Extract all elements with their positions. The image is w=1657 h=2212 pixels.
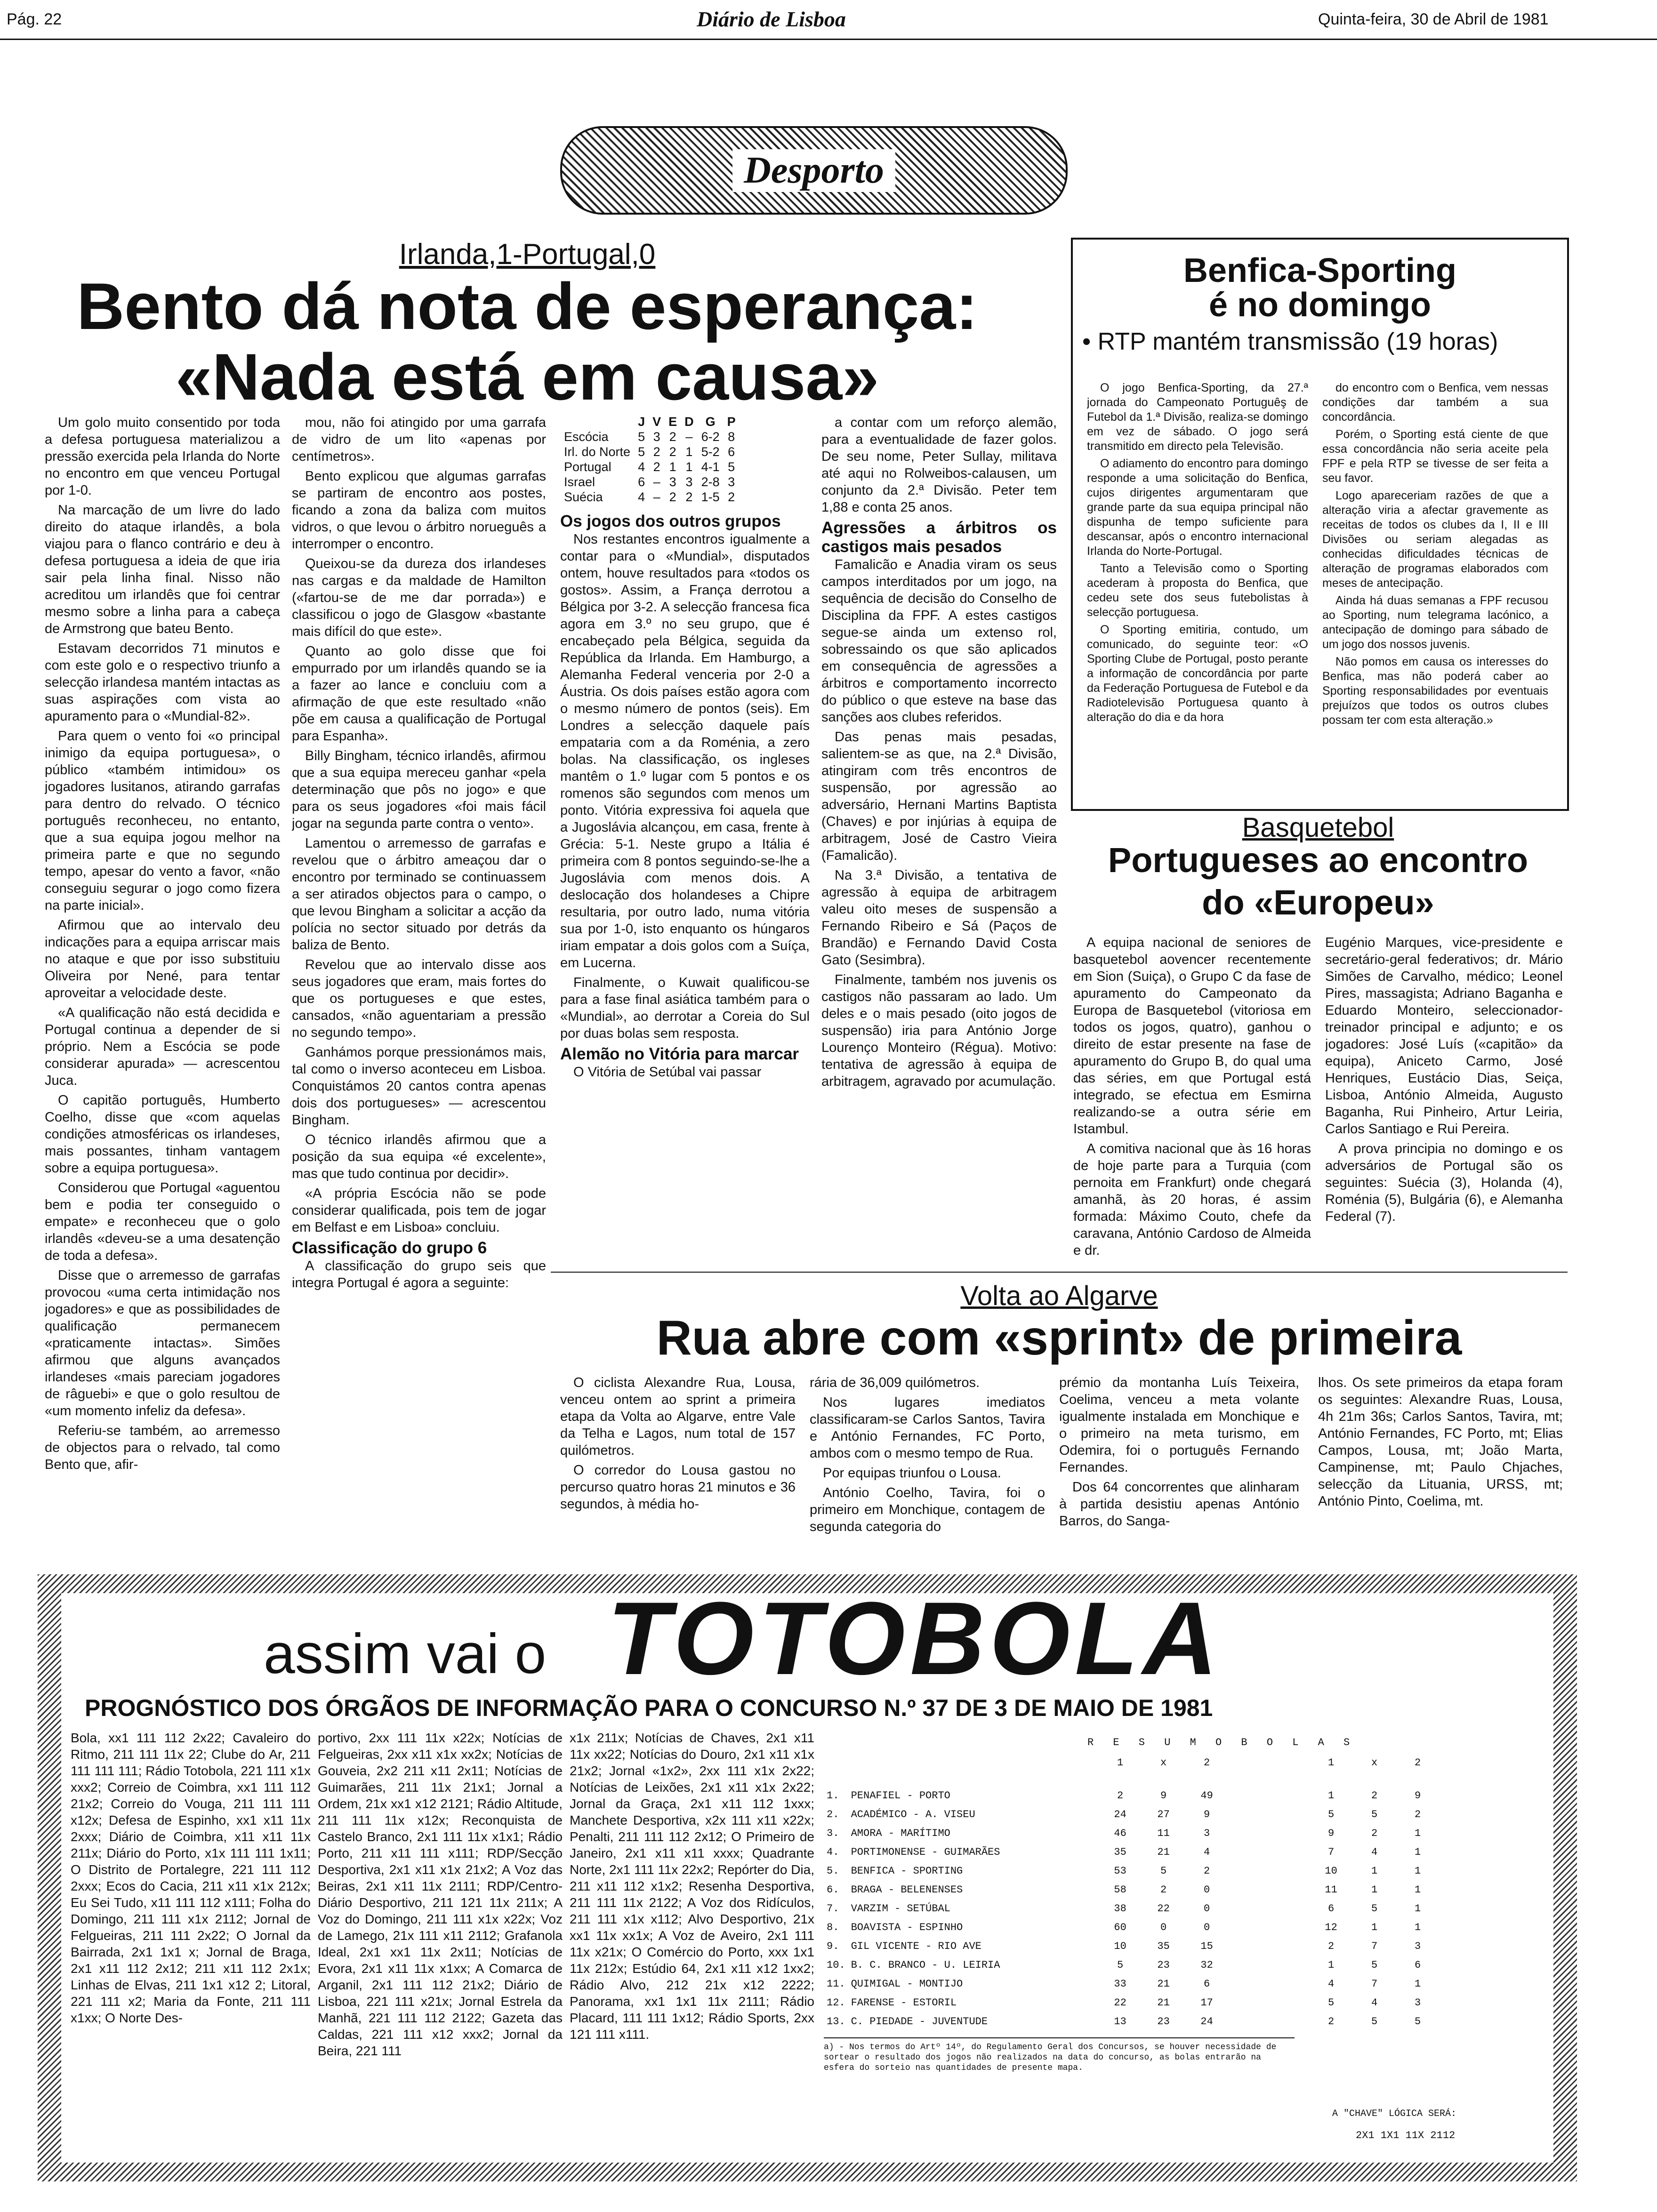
paragraph: A prova principia no domingo e os adversários de Portugal são os seguintes: Suécia (3), Holanda (4), Roménia (5), Bulgária (6), e Alemanha Federal (7). (1325, 1141, 1563, 1224)
section-title: Desporto (732, 149, 895, 192)
paragraph: prémio da montanha Luís Teixeira, Coelima, venceu a meta volante igualmente instalada em Monchique e o primeiro na meta turismo, em Odemira, foi o português Fernando Fernandes. (1059, 1375, 1299, 1475)
paragraph: Billy Bingham, técnico irlandês, afirmou que a sua equipa mereceu ganhar «pela determinação que pôs no jogo» e que para os seus jogadores «foi mais fácil jogar na segunda parte contra o vento». (292, 748, 546, 831)
standings-row: Israel 6 – 3 3 2-8 3 (564, 475, 735, 489)
subhead-classificacao: Classificação do grupo 6 (292, 1239, 487, 1257)
paragraph: rária de 36,009 quilómetros. (810, 1375, 980, 1390)
benfica-headline-2: é no domingo (1209, 286, 1431, 324)
header-rule (0, 39, 1657, 40)
resumo-subheader: 1 x 2 1 x 2 (1117, 1756, 1421, 1769)
paragraph: O técnico irlandês afirmou que a posição da sua equipa «é excelente», mas que tudo continua por decidir». (292, 1132, 546, 1181)
totobola-pre: assim vai o (264, 1622, 547, 1685)
subhead-outros-grupos: Os jogos dos outros grupos (560, 512, 781, 530)
paragraph: Um golo muito consentido por toda a defesa portuguesa materializou a pressão exercida pela Irlanda do Norte no encontro em que venceu Portugal por 1-0. (45, 415, 280, 498)
algarve-column-2 (810, 1374, 1045, 1563)
algarve-column-3 (1059, 1374, 1299, 1563)
standings-row: Portugal 4 2 1 1 4-1 5 (564, 460, 735, 474)
paragraph: Quanto ao golo disse que foi empurrado por um irlandês quando se ia a fazer ao lance e concluiu com a afirmação de que este resultado «não põe em causa a qualificação de Portugal para Espanha». (292, 644, 546, 744)
paragraph: Logo apareceriam razões de que a alteração viria a afectar gravemente as receitas de todos os clubes da I, II e III Divisões ou seriam alegadas as conhecidas dificuldades técnicas de alteração de programas elaborados com meses de antecipação. (1322, 489, 1548, 590)
main-headline-2: «Nada está em causa» (175, 340, 879, 414)
paragraph: Na marcação de um livre do lado direito do ataque irlandês, a bola viajou para o flanco contrário e deu à defesa portuguesa a ideia de que iria sair pela linha final. Nisso não acreditou um irlandês que foi centrar mesmo sobre a linha para a cabeça de Armstrong que bateu Bento. (45, 503, 280, 636)
match-row: 6. BRAGA - BELENENSES 58 2 0 11 1 1 (827, 1883, 1421, 1896)
standings-row: Escócia 5 3 2 – 6-2 8 (564, 430, 735, 444)
paragraph: Referiu-se também, ao arremesso de objectos para o relvado, tal como Bento que, afir- (45, 1423, 280, 1472)
resumo-panel (824, 1737, 1558, 2151)
algarve-headline: Rua abre com «sprint» de primeira (656, 1311, 1462, 1365)
paragraph: Afirmou que ao intervalo deu indicações para a equipa arriscar mais no ataque e que por isso substituiu Oliveira por Nené, para tentar aproveitar a velocidade deste. (45, 918, 280, 1001)
resumo-footnote: a) - Nos termos do Artº 14º, do Regulamento Geral dos Concursos, se houver necessidade de sortear o resultado dos jogos não realizados na data do concurso, as bolas entrarão na esfera do sorteio nas quantidades de presente mapa. (824, 2037, 1295, 2073)
benfica-headline-1: Benfica-Sporting (1183, 252, 1456, 289)
standings-row: Irl. do Norte 5 2 2 1 5-2 6 (564, 445, 735, 459)
paragraph: O Vitória de Setúbal vai passar (573, 1065, 762, 1080)
chave-value: 2X1 1X1 11X 2112 (1356, 2130, 1456, 2141)
standings-row: Suécia 4 – 2 2 1-5 2 (564, 490, 735, 504)
paragraph: Por equipas triunfou o Lousa. (823, 1466, 1001, 1481)
paragraph: Finalmente, o Kuwait qualificou-se para a fase final asiática também para o «Mundial», ao derrotar a Coreia do Sul por duas bolas sem resposta. (560, 975, 810, 1041)
basket-column-2 (1325, 934, 1563, 1264)
match-row: 1. PENAFIEL - PORTO 2 9 49 1 2 9 (827, 1789, 1421, 1802)
paragraph: Revelou que ao intervalo disse aos seus jogadores que eram, mais fortes do que os portugueses e que estes, cansados, «não aguentariam a pressão no segundo tempo». (292, 957, 546, 1040)
page-number: Pág. 22 (7, 10, 62, 28)
paragraph: mou, não foi atingido por uma garrafa de vidro de um lito «apenas por centímetros». (292, 415, 546, 464)
totobola-subtitle: PROGNÓSTICO DOS ÓRGÃOS DE INFORMAÇÃO PARA O CONCURSO N.º 37 DE 3 DE MAIO DE 1981 (85, 1695, 1213, 1721)
paragraph: Ainda há duas semanas a FPF recusou ao Sporting, num telegrama lacónico, a antecipação de domingo para sábado de um jogo dos nossos juvenis. (1322, 594, 1548, 651)
basket-headline-2: do «Europeu» (1202, 883, 1434, 922)
subhead-agressoes: Agressões a árbitros os castigos mais pesados (821, 519, 1057, 556)
paragraph: A classificação do grupo seis que integra Portugal é agora a seguinte: (292, 1258, 546, 1290)
standings-header: V (652, 415, 661, 429)
benfica-column-1 (1087, 381, 1308, 795)
paragraph: A comitiva nacional que às 16 horas de hoje parte para a Turquia (com pernoita em Frankfurt) onde chegará amanhã, às 20 horas, é assim formada: Máximo Couto, chefe da caravana, António Cardoso de Almeida e dr. (1073, 1141, 1311, 1258)
basket-column-1 (1073, 934, 1311, 1264)
paragraph: Para quem o vento foi «o principal inimigo da equipa portuguesa», o público «também intimidou» os jogadores lusitanos, atirando garrafas para dentro do relvado. O técnico português reconheceu, no entanto, que a sua equipa jogou melhor na primeira parte e que no segundo tempo, apesar do vento a favor, «não conseguiu segurar o jogo como fizera na parte inicial». (45, 729, 280, 913)
algarve-rule (551, 1272, 1568, 1273)
prognostico-column-1: Bola, xx1 111 112 2x22; Cavaleiro do Ritmo, 211 111 11x 22; Clube do Ar, 211 111 111 111; Rádio Totobola, 221 111 x1x xxx2; Correio de Coimbra, xx1 111 112 21x2; Correio do Vouga, 211 111 111 x12x; Defesa de Espinho, xx1 x11 11x 2xxx; Diário de Coimbra, x11 x11 11x 211x; Diário do Porto, x1x 111 111 1x11; O Distrito de Portalegre, 221 111 112 2xxx; Ecos do Cacia, 211 x11 x1x 212x; Eu Sei Tudo, x11 111 112 x111; Folha do Domingo, 211 111 x1x 2112; Jornal de Felgueiras, 211 111 2x22; O Jornal da Bairrada, 2x1 1x1 x; Jornal de Braga, 2x1 x11 112 2x12; 211 x11 112 2x1x; Linhas de Elvas, 211 1x1 x12 2; Litoral, 221 111 x2; Maria da Fonte, 211 111 x1xx; O Norte Des- (71, 1731, 311, 2025)
standings-header: J (638, 415, 645, 429)
match-row: 12. FARENSE - ESTORIL 22 21 17 5 4 3 (827, 1996, 1421, 2009)
match-row: 3. AMORA - MARÍTIMO 46 11 3 9 2 1 (827, 1827, 1421, 1839)
paragraph: Lamentou o arremesso de garrafas e revelou que o árbitro ameaçou dar o encontro por terminado se continuassem a ser atirados objectos para o campo, o que levou Bingham a solicitar a acção da polícia no sector situado por detrás da baliza de Bento. (292, 836, 546, 953)
main-column-4 (821, 414, 1057, 1271)
paragraph: Na 3.ª Divisão, a tentativa de agressão à equipa de arbitragem valeu oito meses de suspensão a Fernando Ribeiro e Sá (Paços de Brandão) e Fernando David Costa Gato (Sesimbra). (821, 868, 1057, 968)
basket-kicker: Basquetebol (1242, 812, 1394, 843)
algarve-kicker: Volta ao Algarve (960, 1281, 1158, 1311)
paragraph: O adiamento do encontro para domingo responde a uma solicitação do Benfica, cujos dirigentes argumentaram que grande parte da sua equipa principal não dispunha de tempo suficiente para descansar, após o encontro internacional Irlanda do Norte-Portugal. (1087, 457, 1308, 558)
section-banner (560, 126, 1068, 215)
benfica-subhead: • RTP mantém transmissão (19 horas) (1082, 328, 1498, 355)
paragraph: Eugénio Marques, vice-presidente e secretário-geral federativos; dr. Mário Simões de Carvalho, médico; Leonel Pires, massagista; Adriano Baganha e Eduardo Monteiro, seleccionador-treinador principal e adjunto; e os jogadores: José Luís («capitão» da equipa), Aniceto Carmo, José Henriques, Eustácio Dias, Seiça, Lisboa, António Almeida, Augusto Baganha, Rui Pinheiro, Artur Leiria, Carlos Santiago e Rui Pereira. (1325, 935, 1563, 1137)
paragraph: Disse que o arremesso de garrafas provocou «uma certa intimidação nos jogadores» e que as possibilidades de qualificação permanecem «praticamente intactas». Simões afirmou que alguns avançados irlandeses «mais pareciam jogadores de râguebi» e que o golo resultou de «um momento infeliz da defesa». (45, 1268, 280, 1419)
match-row: 13. C. PIEDADE - JUVENTUDE 13 23 24 2 5 5 (827, 2015, 1421, 2028)
algarve-column-1 (560, 1374, 796, 1563)
match-row: 4. PORTIMONENSE - GUIMARÃES 35 21 4 7 4 1 (827, 1846, 1421, 1858)
match-row: 10. B. C. BRANCO - U. LEIRIA 5 23 32 1 5 6 (827, 1959, 1421, 1971)
match-row: 2. ACADÉMICO - A. VISEU 24 27 9 5 5 2 (827, 1808, 1421, 1820)
standings-header: G (705, 415, 716, 429)
prognostico-column-3: x1x 211x; Notícias de Chaves, 2x1 x11 11x xx22; Notícias do Douro, 2x1 x11 x1x 21x2; Jornal «1x2», 2xx 111 x1x 2x22; Notícias de Leixões, 2x1 x11 x1x 2x22; Jornal da Graça, 2x1 x11 112 1xxx; Manchete Desportiva, x2x 111 x11 x22x; Penalti, 211 111 112 2x12; O Primeiro de Janeiro, 2x1 x11 x11 xxxx; Quadrante Norte, 2x1 111 11x 22x2; Repórter do Dia, 211 x11 112 x1x2; Resenha Desportiva, 211 111 11x 2122; A Voz dos Ridículos, 211 111 x1x x112; Alvo Desportivo, 21x xx1 11x xx1x; A Voz de Aveiro, 2x1 111 11x x21x; O Comércio do Porto, xxx 1x1 11x 212x; Estúdio 64, 2x1 x11 x12 1xx2; Rádio Alvo, 212 21x x12 2222; Panorama, xx1 1x1 11x 2111; Rádio Placard, 111 111 1x12; Rádio Sports, 2xx 121 111 x111. (570, 1731, 814, 2042)
paragraph: Considerou que Portugal «aguentou bem e podia ter conseguido o empate» e reconheceu que o golo irlandês «deveu-se a uma desatenção de toda a defesa». (45, 1180, 280, 1263)
paragraph: lhos. Os sete primeiros da etapa foram os seguintes: Alexandre Ruas, Lousa, 4h 21m 36s; Carlos Santos, Tavira, mt; António Fernandes, FC Porto, mt; Elias Campos, Lousa, mt; João Marta, Campinense, mt; Paulo Chjaches, selecção da Lituania, URSS, mt; António Pinto, Coelima, mt. (1318, 1375, 1563, 1509)
paragraph: Tanto a Televisão como o Sporting acederam à proposta do Benfica, que cedeu sete dos seus futebolistas à selecção portuguesa. (1087, 562, 1308, 619)
subhead-alemao-vitoria: Alemão no Vitória para marcar (560, 1045, 799, 1063)
match-row: 8. BOAVISTA - ESPINHO 60 0 0 12 1 1 (827, 1921, 1421, 1933)
paragraph: O jogo Benfica-Sporting, da 27.ª jornada do Campeonato Portuguêş de Futebol da 1.ª Divisão, realiza-se domingo em vez de sábado. O jogo será transmitido em directo pela Televisão. (1087, 381, 1308, 453)
paragraph: Nos restantes encontros igualmente a contar para o «Mundial», disputados ontem, houve resultados para «todos os gostos». Assim, a França derrotou a Bélgica por 3-2. A selecção francesa fica agora em 3.º no seu grupo, que é encabeçado pela Bélgica, seguida da República da Irlanda. Em Hamburgo, a Alemanha Federal venceria por 2-0 a Áustria. Os dois países estão agora com o mesmo número de pontos (seis). Em Londres a selecção daquele país empataria com a da Roménia, a zero bolas. Na classificação, os ingleses mantêm o 1.º lugar com 5 pontos e os romenos são segundos com menos um ponto. Vitória expressiva foi aquela que a Jugoslávia alcançou, em casa, frente à Grécia: 5-1. Neste grupo a Itália é primeira com 8 pontos seguindo-se-lhe a Jugoslávia com menos dois. A deslocação dos holandeses a Chipre resultaria, por outro lado, numa vitória sua por 1-0, isto enquanto os húngaros iriam empatar a dois golos com a Suíça, em Lucerna. (560, 532, 810, 970)
paragraph: Estavam decorridos 71 minutos e com este golo e o respectivo triunfo a selecção irlandesa mantém intactas as suas aspirações com vista ao apuramento para o «Mundial-82». (45, 641, 280, 724)
paragraph: «A qualificação não está decidida e Portugal continua a depender de si próprio. Nem a Escócia se pode considerar apurada» — acrescentou Juca. (45, 1005, 280, 1088)
main-kicker: Irlanda,1-Portugal,0 (399, 238, 656, 271)
chave-label: A "CHAVE" LÓGICA SERÁ: (1332, 2108, 1457, 2119)
paragraph: Nos lugares imediatos classificaram-se Carlos Santos, Tavira e António Fernandes, FC Porto, ambos com o mesmo tempo de Rua. (810, 1395, 1045, 1461)
paragraph: O ciclista Alexandre Rua, Lousa, venceu ontem ao sprint a primeira etapa da Volta ao Algarve, entre Vale da Telha e Lagos, num total de 157 quilómetros. (560, 1375, 796, 1458)
resumo-table (824, 1753, 1440, 2031)
resumo-header: R E S U M O B O L A S (1087, 1737, 1357, 1748)
paragraph: O capitão português, Humberto Coelho, disse que «com aquelas condições atmosféricas os irlandeses, mais possantes, tinham vantagem sobre a equipa portuguesa». (45, 1093, 280, 1176)
basket-headline-1: Portugueses ao encontro (1108, 841, 1528, 880)
match-row: 5. BENFICA - SPORTING 53 5 2 10 1 1 (827, 1865, 1421, 1877)
main-column-1 (45, 414, 280, 1563)
main-column-2 (292, 414, 546, 1563)
match-row: 11. QUIMIGAL - MONTIJO 33 21 6 4 7 1 (827, 1978, 1421, 1990)
paragraph: Dos 64 concorrentes que alinharam à partida desistiu apenas António Barros, do Sanga- (1059, 1480, 1299, 1529)
totobola-logo: TOTOBOLA (607, 1580, 1223, 1696)
paragraph: do encontro com o Benfica, vem nessas condições dar também a sua concordância. (1322, 381, 1548, 424)
paragraph: Ganhámos porque pressionámos mais, tal como o inverso aconteceu em Lisboa. Conquistámos 20 cantos contra apenas dois dos portugueses» — acrescentou Bingham. (292, 1045, 546, 1128)
issue-date: Quinta-feira, 30 de Abril de 1981 (1318, 10, 1549, 28)
group-6-standings (560, 414, 740, 505)
match-row: 7. VARZIM - SETÚBAL 38 22 0 6 5 1 (827, 1902, 1421, 1915)
prognostico-column-2: portivo, 2xx 111 11x x22x; Notícias de Felgueiras, 2xx x11 x1x xx2x; Notícias de Gouveia, 2x2 211 x11 2x11; Notícias de Guimarães, 211 11x 21x1; Jornal a Ordem, 21x xx1 x12 2121; Rádio Altitude, 211 111 11x x12x; Reconquista de Castelo Branco, 2x1 111 11x x1x1; Rádio Porto, 211 x11 111 x111; RDP/Secção Desportiva, 2x1 x11 x1x 21x2; A Voz das Beiras, 2x1 x11 11x 2111; RDP/Centro-Diário Desportivo, 211 121 11x 211x; A Voz do Domingo, 211 111 x1x x22x; Voz de Lamego, 21x 111 x11 2112; Grafanola Ideal, 2x1 xx1 11x 2x11; Notícias de Evora, 2x1 x11 11x x1xx; A Comarca de Arganil, 2x1 111 112 21x2; Diário de Lisboa, 221 111 x21x; Jornal Estrela da Manhã, 221 111 112 2122; Gazeta das Caldas, 221 111 x12 xxx2; Jornal da Beira, 221 111 (318, 1731, 563, 2058)
paragraph: Finalmente, também nos juvenis os castigos não passaram ao lado. Um deles e o mais pesado (oito jogos de suspensão) iria para António Jorge Lourenço Monteiro (Régua). Motivo: tentativa de agressão à equipa de arbitragem, agravado por acumulação. (821, 972, 1057, 1089)
match-row: 9. GIL VICENTE - RIO AVE 10 35 15 2 7 3 (827, 1940, 1421, 1952)
algarve-column-4 (1318, 1374, 1563, 1563)
paragraph: António Coelho, Tavira, foi o primeiro em Monchique, contagem de segunda categoria do (810, 1485, 1045, 1534)
masthead-logo: Diário de Lisboa (697, 7, 846, 31)
paragraph: A equipa nacional de seniores de basquetebol aovencer recentemente em Sion (Suiça), o Grupo C da fase de apuramento do Campeonato da Europa de Basquetebol (vitoriosa em todos os jogos, quatro), ganhou o direito de estar presente na fase de apuramento do Grupo B, do qual uma das séries, em que Portugal está integrado, se efectua em Esmirna realizando-se a outra série em Istambul. (1073, 935, 1311, 1137)
paragraph: O Sporting emitiria, contudo, um comunicado, do seguinte teor: «O Sporting Clube de Portugal, posto perante a informação de concordância por parte da Federação Portuguesa de Futebol e da Radiotelevisão Portuguesa quanto à alteração do dia e da hora (1087, 623, 1308, 724)
standings-header: E (668, 415, 677, 429)
standings-header: D (684, 415, 694, 429)
benfica-column-2 (1322, 381, 1548, 795)
paragraph: Bento explicou que algumas garrafas se partiram de encontro aos postes, ficando a zona da baliza com muitos vidros, o que levou o árbitro norueguês a interromper o encontro. (292, 469, 546, 552)
paragraph: Não pomos em causa os interesses do Benfica, mas não poderá caber ao Sporting responsabilidades por eventuais prejuízos que todos os outros clubes possam ter com esta alteração.» (1322, 655, 1548, 727)
main-column-3 (560, 414, 810, 1271)
paragraph: Queixou-se da dureza dos irlandeses nas cargas e da maldade de Hamilton («fartou-se de me dar porrada») e classificou o jogo de Glasgow «bastante mais difícil do que este». (292, 556, 546, 639)
standings-header: P (727, 415, 736, 429)
paragraph: a contar com um reforço alemão, para a eventualidade de fazer golos. De seu nome, Peter Sullay, militava até aqui no Rolweibos-calausen, um conjunto da 2.ª Divisão. Peter tem 1,88 e conta 25 anos. (821, 415, 1057, 515)
benfica-sporting-box (1071, 238, 1569, 811)
paragraph: Porém, o Sporting está ciente de que essa concordância não seria aceite pela FPF e pela RTP se tivesse de ser feita a seu favor. (1322, 428, 1548, 485)
paragraph: Das penas mais pesadas, salientem-se as que, na 2.ª Divisão, atingiram com três encontros de suspensão, por agressão ao adversário, Hernani Martins Baptista (Chaves) e por injúrias à equipa de arbitragem, José de Castro Vieira (Famalicão). (821, 729, 1057, 863)
paragraph: «A própria Escócia não se pode considerar qualificada, pois tem de jogar em Belfast e em Lisboa» concluiu. (292, 1186, 546, 1235)
standings-header (560, 414, 634, 429)
paragraph: O corredor do Lousa gastou no percurso quatro horas 21 minutos e 36 segundos, à média ho- (560, 1463, 796, 1512)
paragraph: Famalicão e Anadia viram os seus campos interditados por um jogo, na sequência de decisão do Conselho de Disciplina da FPF. A estes castigos segue-se ainda um extenso rol, sobressaindo os que são aplicados em consequência de agressões a árbitros e comportamento incorrecto do público o que esteve na base das sanções aos clubes referidos. (821, 557, 1057, 725)
main-headline-1: Bento dá nota de esperança: (77, 269, 978, 343)
